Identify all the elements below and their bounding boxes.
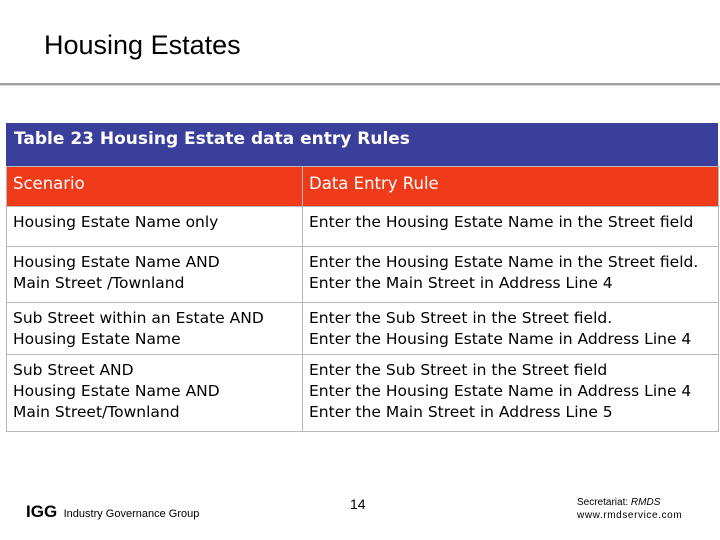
secretariat-name: RMDS xyxy=(630,497,661,508)
table-header-row xyxy=(7,167,719,207)
scenario-line: Main Street /Townland xyxy=(13,274,185,292)
secretariat-label: Secretariat: xyxy=(577,497,629,508)
scenario-line: Housing Estate Name AND xyxy=(13,382,220,400)
scenario-line: Housing Estate Name AND xyxy=(13,253,220,271)
footer-secretariat xyxy=(577,496,682,522)
secretariat-line xyxy=(577,496,682,509)
scenario-cell xyxy=(7,207,303,247)
table-row xyxy=(7,247,719,303)
rule-line: Enter the Housing Estate Name in the Street field. xyxy=(309,253,699,271)
rule-line: Enter the Housing Estate Name in the Street field xyxy=(309,213,694,231)
scenario-line: Sub Street AND xyxy=(13,361,134,379)
rule-line: Enter the Housing Estate Name in Address Line 4 xyxy=(309,382,692,400)
rule-line: Enter the Housing Estate Name in Address Line 4 xyxy=(309,330,692,348)
header-scenario: Scenario xyxy=(7,167,303,207)
title-divider xyxy=(0,83,720,86)
rule-cell xyxy=(303,355,719,432)
table-row xyxy=(7,355,719,432)
website-link[interactable]: www.rmdservice.com xyxy=(577,510,683,521)
slide-title: Housing Estates xyxy=(44,30,241,60)
rules-table xyxy=(6,166,719,432)
rule-line: Enter the Sub Street in the Street field. xyxy=(309,309,613,327)
footer-logo xyxy=(26,502,199,522)
scenario-line: Sub Street within an Estate AND xyxy=(13,309,264,327)
table-row xyxy=(7,207,719,247)
scenario-line: Main Street/Townland xyxy=(13,403,180,421)
rule-cell xyxy=(303,207,719,247)
logo-abbreviation: IGG xyxy=(26,502,58,521)
rule-line: Enter the Main Street in Address Line 4 xyxy=(309,274,613,292)
rule-cell xyxy=(303,247,719,303)
scenario-cell xyxy=(7,355,303,432)
rule-line: Enter the Main Street in Address Line 5 xyxy=(309,403,613,421)
header-data-entry-rule: Data Entry Rule xyxy=(303,167,719,207)
rule-line: Enter the Sub Street in the Street field xyxy=(309,361,608,379)
scenario-line: Housing Estate Name xyxy=(13,330,181,348)
page-number: 14 xyxy=(350,496,366,512)
table-row xyxy=(7,303,719,355)
scenario-line: Housing Estate Name only xyxy=(13,213,219,231)
scenario-cell xyxy=(7,247,303,303)
rule-cell xyxy=(303,303,719,355)
logo-name: Industry Governance Group xyxy=(63,508,200,520)
scenario-cell xyxy=(7,303,303,355)
table-caption: Table 23 Housing Estate data entry Rules xyxy=(6,123,718,166)
